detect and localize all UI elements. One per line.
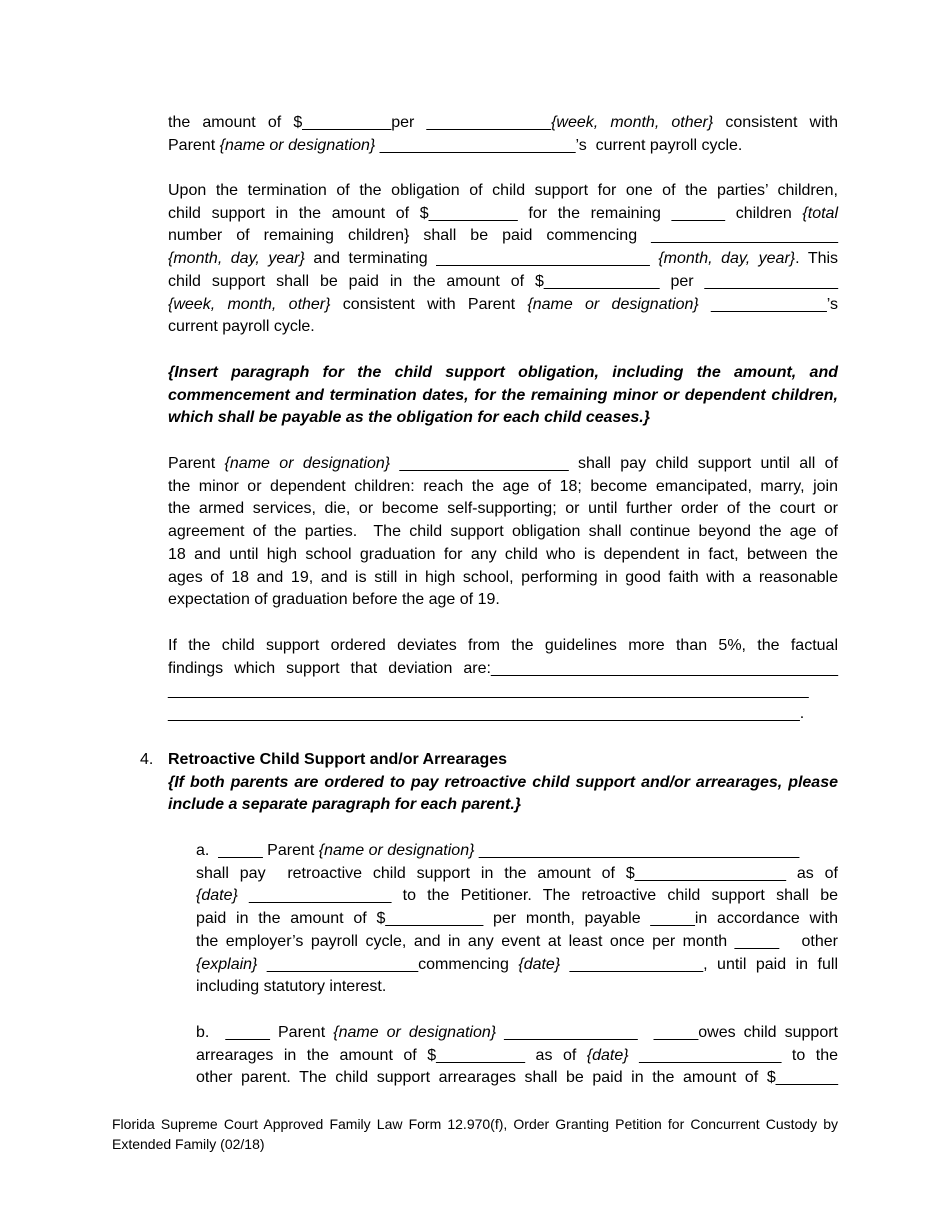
text-line: If the child support ordered deviates from the guidelines more than 5%, the factual [168,637,838,654]
text-line: number of remaining children} shall be paid commencing _____________________ [168,227,838,245]
section-number [140,749,170,772]
text-line: the employer’s payroll cycle, and in any event at least once per month _____ other [196,932,838,950]
section-4-heading [168,749,838,817]
text-line: _______________________________________________________________________. [168,705,805,723]
text-line: 18 and until high school graduation for any child who is dependent in fact, between the [168,545,838,563]
paragraph-termination-obligation [168,180,838,339]
text-line: {explain} _________________commencing {date} _______________, until paid in full [196,955,839,973]
item-a-retroactive-support [196,840,838,999]
text-line: Parent {name or designation} ___________________ shall pay child support until all of [168,455,839,472]
text-line: expectation of graduation before the age of 19. [168,591,500,609]
text-line: including statutory interest. [196,978,387,996]
text-line: current payroll cycle. [168,318,315,336]
text-line: ages of 18 and 19, and is still in high school, performing in good faith with a reasonable [168,568,838,586]
text-line: {date} ________________ to the Petitioner. The retroactive child support shall be [196,887,838,905]
text-line: {week, month, other} consistent with Parent {name or designation} _____________’s [168,295,839,313]
paragraph-deviation-findings [168,635,838,726]
footer-line-2: Extended Family (02/18) [112,1136,265,1152]
text-line: the minor or dependent children: reach the age of 18; become emancipated, marry, join [168,477,838,495]
text-line: other parent. The child support arrearages shall be paid in the amount of $_______ [196,1069,838,1087]
text-line: commencement and termination dates, for the remaining minor or dependent children, [168,386,838,404]
section-4-title: Retroactive Child Support and/or Arrearages [168,751,508,768]
paragraph-insert-instruction [168,362,838,430]
text-line: {If both parents are ordered to pay retroactive child support and/or arrearages, please [168,773,838,791]
item-b-arrearages [196,1022,838,1090]
paragraph-payment-amount [168,112,838,157]
text-line: shall pay retroactive child support in the amount of $_________________ as of [196,864,838,882]
text-line: b. _____ Parent {name or designation} _______________ _____owes child support [196,1024,839,1041]
text-line: child support shall be paid in the amount of $_____________ per _______________ [168,272,838,290]
text-line: the amount of $__________per ______________{week, month, other} consistent with [168,114,838,131]
text-line: {Insert paragraph for the child support obligation, including the amount, and [168,364,838,381]
paragraph-support-duration [168,453,838,612]
text-line: the armed services, die, or become self-supporting; or until further order of the court or [168,500,838,518]
footer-line-1: Florida Supreme Court Approved Family Law Form 12.970(f), Order Granting Petition for Concurrent Custody by [112,1116,838,1132]
text-line: arrearages in the amount of $__________ as of {date} ________________ to the [196,1046,839,1064]
text-line: which shall be payable as the obligation for each child ceases.} [168,409,650,427]
section-4-number: 4. [140,751,154,768]
text-line: Parent {name or designation} ______________________’s current payroll cycle. [168,136,743,154]
text-line: Upon the termination of the obligation of child support for one of the parties’ children, [168,182,838,199]
text-line: ________________________________________________________________________ [168,682,809,700]
text-line: agreement of the parties. The child support obligation shall continue beyond the age of [168,523,838,541]
text-line: paid in the amount of $___________ per month, payable _____in accordance with [196,910,838,928]
text-line: child support in the amount of $__________ for the remaining ______ children {total [168,204,838,222]
text-line: {month, day, year} and terminating ________________________ {month, day, year}. This [168,250,839,268]
text-line: include a separate paragraph for each parent.} [168,796,522,814]
text-line: findings which support that deviation are:_______________________________________ [168,659,838,677]
text-line: a. _____ Parent {name or designation} ____________________________________ [196,842,800,859]
page-footer [112,1114,838,1154]
